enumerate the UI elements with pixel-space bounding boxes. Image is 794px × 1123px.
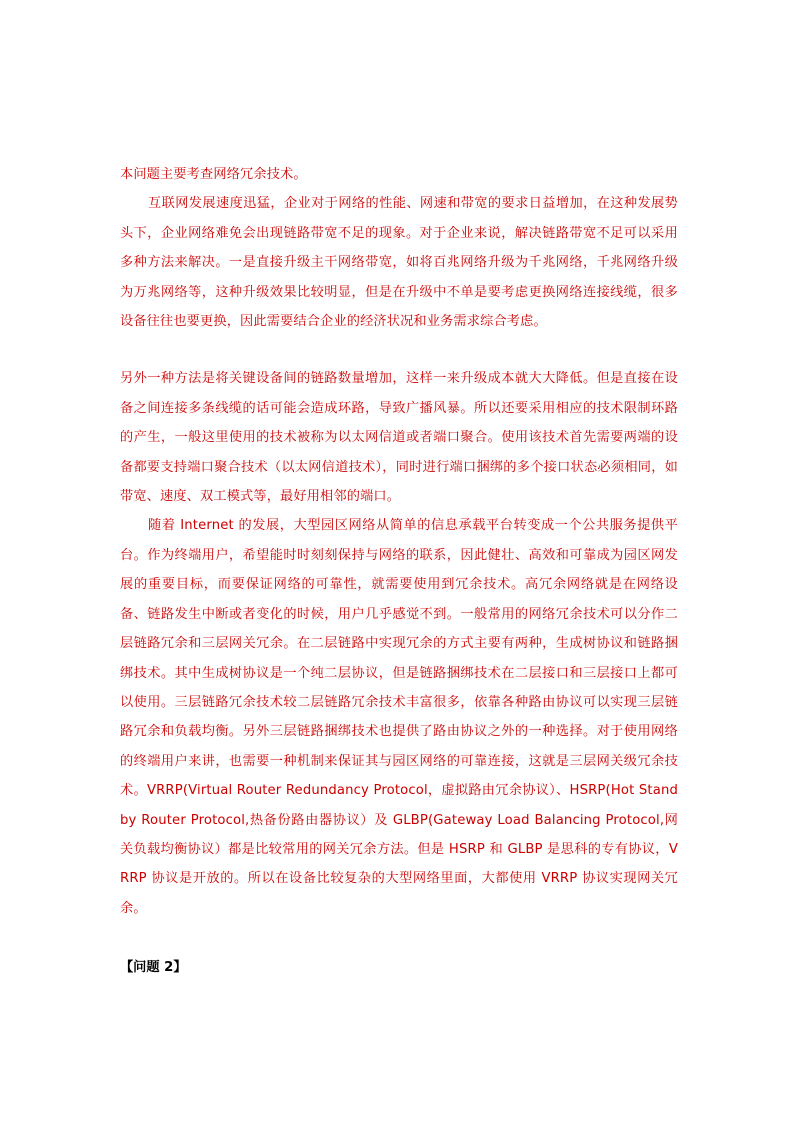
paragraph-spacer: [120, 336, 678, 364]
question-2-heading: 【问题 2】: [120, 960, 187, 976]
paragraph-redundancy-tech: 随着 Internet 的发展，大型园区网络从简单的信息承载平台转变成一个公共服务提供平台。作为终端用户，希望能时时刻刻保持与网络的联系，因此健壮、高效和可靠成为园区网发展的重要目标，而要保证网络的可靠性，就需要使用到冗余技术。高冗余网络就是在网络设备、链路发生中断或者变化的时候，用户几乎感觉不到。一般常用的网络冗余技术可以分作二层链路冗余和三层网关冗余。在二层链路中实现冗余的方式主要有两种，生成树协议和链路捆绑技术。其中生成树协议是一个纯二层协议，但是链路捆绑技术在二层接口和三层接口上都可以使用。三层链路冗余技术较二层链路冗余技术丰富很多，依靠各种路由协议可以实现三层链路冗余和负载均衡。另外三层链路捆绑技术也提供了路由协议之外的一种选择。对于使用网络的终端用户来讲，也需要一种机制来保证其与园区网络的可靠连接，这就是三层网关级冗余技术。VRRP(Virtual Router Redundancy Protocol，虚拟路由冗余协议）、HSRP(Hot Stand by Router Protocol,热备份路由器协议）及 GLBP(Gateway Load Balancing Protocol,网关负载均衡协议）都是比较常用的网关冗余方法。但是 HSRP 和 GLBP 是思科的专有协议，VRRP 协议是开放的。所以在设备比较复杂的大型网络里面，大都使用 VRRP 协议实现网关冗余。: [120, 518, 678, 916]
section-spacer: [120, 923, 678, 953]
paragraph-bandwidth-upgrade: 互联网发展速度迅猛，企业对于网络的性能、网速和带宽的要求日益增加，在这种发展势头下，企业网络难免会出现链路带宽不足的现象。对于企业来说，解决链路带宽不足可以采用多种方法来解决。一是直接升级主干网络带宽，如将百兆网络升级为千兆网络，千兆网络升级为万兆网络等，这种升级效果比较明显，但是在升级中不单是要考虑更换网络连接线缆，很多设备往往也要更换，因此需要结合企业的经济状况和业务需求综合考虑。: [120, 196, 678, 330]
document-body: [120, 160, 678, 982]
paragraph-port-aggregation: 另外一种方法是将关键设备间的链路数量增加，这样一来升级成本就大大降低。但是直接在设备之间连接多条线缆的话可能会造成环路，导致广播风暴。所以还要采用相应的技术限制环路的产生，一般这里使用的技术被称为以太网信道或者端口聚合。使用该技术首先需要两端的设备都要支持端口聚合技术（以太网信道技术），同时进行端口捆绑的多个接口状态必须相同，如带宽、速度、双工模式等，最好用相邻的端口。: [120, 371, 678, 505]
intro-line: 本问题主要考查网络冗余技术。: [120, 167, 307, 182]
